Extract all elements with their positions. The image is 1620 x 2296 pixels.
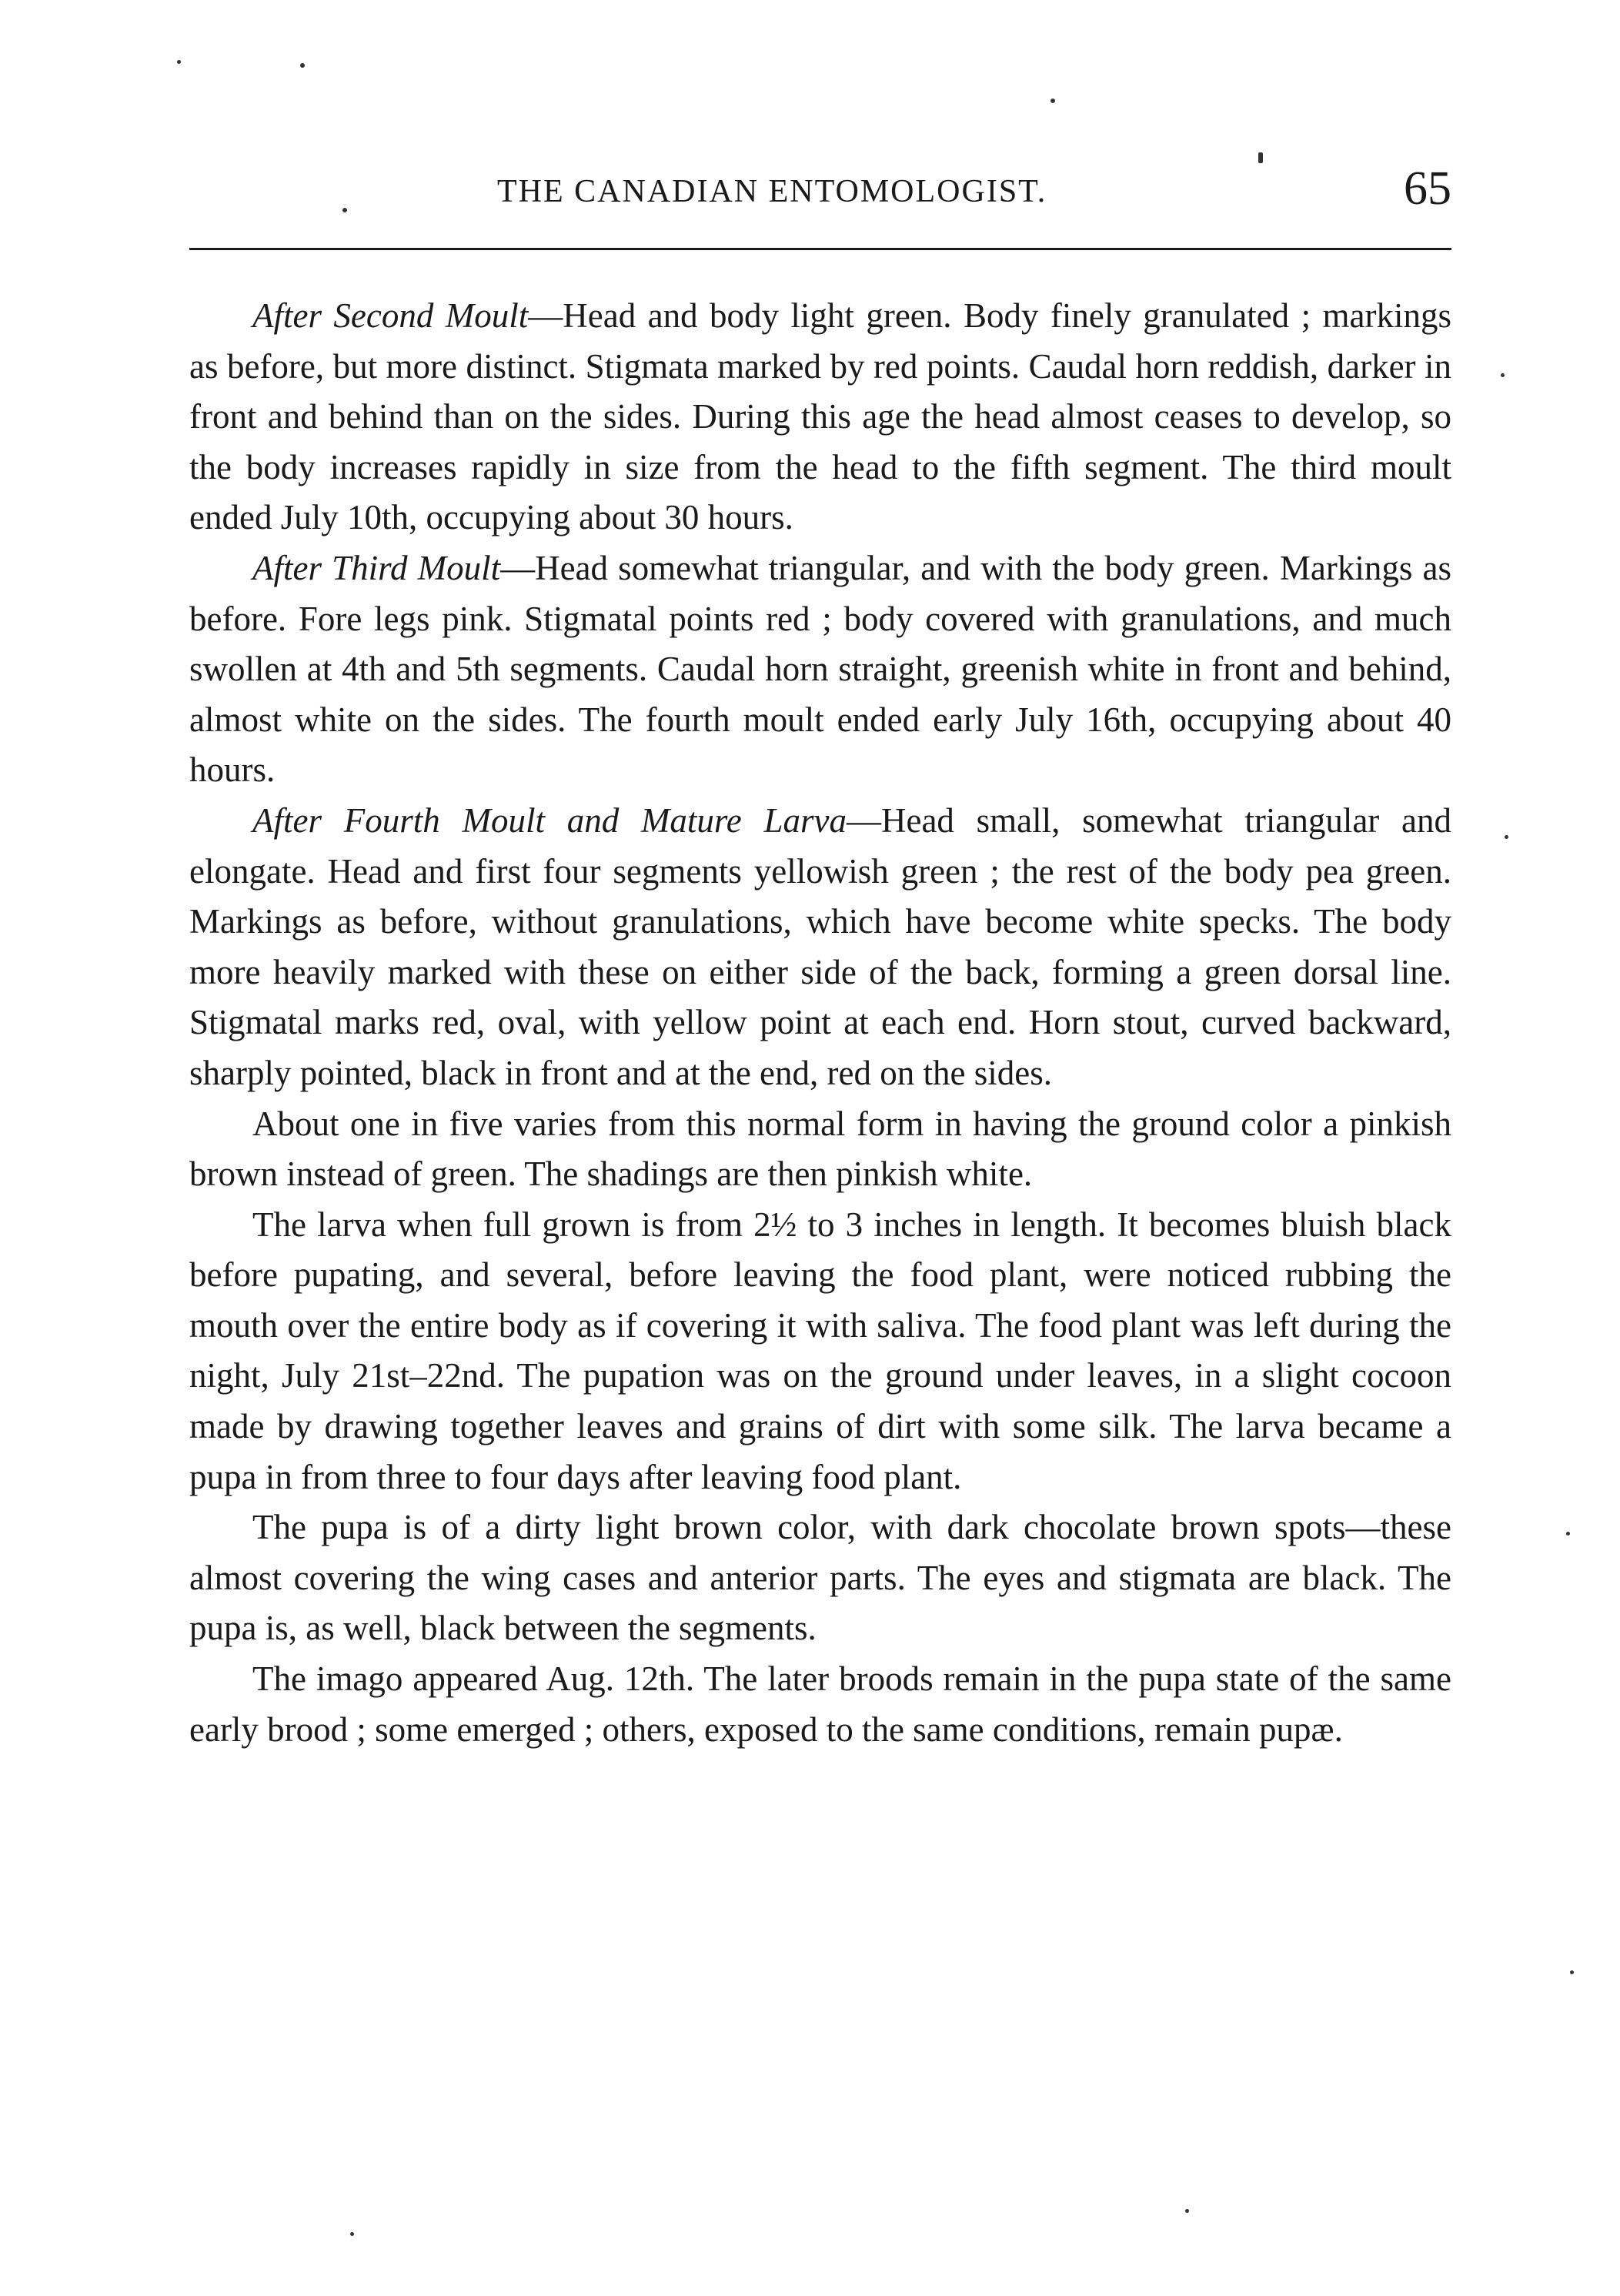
- paragraph: [189, 543, 1451, 796]
- paragraph: [189, 796, 1451, 1099]
- paragraph: [189, 1654, 1451, 1755]
- scan-speck: [1050, 99, 1055, 103]
- paragraph-text: The pupa is of a dirty light brown color, with dark chocolate brown spots—these almost covering the wing cases and anterior parts. The eyes and stigmata are black. The pupa is, as well, black between the segments.: [189, 1508, 1451, 1648]
- paragraph: [189, 291, 1451, 543]
- scan-speck: [300, 63, 305, 68]
- paragraph: [189, 1200, 1451, 1503]
- paragraph-text: The larva when full grown is from 2½ to 3 inches in length. It becomes bluish black before pupating, and several, before leaving the food plant, were noticed rubbing the mouth over the entire body as if covering it with saliva. The food plant was left during the night, July 21st–22nd. The pupation was on the ground under leaves, in a slight cocoon made by drawing together leaves and grains of dirt with some silk. The larva became a pupa in from three to four days after leaving food plant.: [189, 1205, 1451, 1496]
- page-number: 65: [1404, 162, 1451, 215]
- paragraph-text: The imago appeared Aug. 12th. The later broods remain in the pupa state of the same early brood ; some emerged ; others, exposed to the same conditions, remain pupæ.: [189, 1659, 1451, 1749]
- page-header: [189, 158, 1451, 227]
- header-rule: [189, 248, 1451, 250]
- scan-speck: [1566, 1532, 1570, 1536]
- paragraph-text: —Head somewhat triangular, and with the body green. Markings as before. Fore legs pink. Stigmatal points red ; body covered with granulations, and much swollen at 4th and 5th segments. Caudal horn straight, greenish white in front and behind, almost white on the sides. The fourth moult ended early July 16th, occupying about 40 hours.: [189, 548, 1451, 790]
- scan-speck: [1505, 835, 1508, 839]
- paragraph-text: —Head and body light green. Body finely granulated ; markings as before, but more distinct. Stigmata marked by red points. Caudal horn reddish, darker in front and behind than on the sides. During this age the head almost ceases to develop, so the body increases rapidly in size from the head to the fifth segment. The third moult ended July 10th, occupying about 30 hours.: [189, 296, 1451, 537]
- paragraph-lead: After Third Moult: [252, 548, 501, 587]
- paragraph-text: —Head small, somewhat triangular and elongate. Head and first four segments yellowish green ; the rest of the body pea green. Markings as before, without granulations, which have become white specks. The body more heavily marked with these on either side of the back, forming a green dorsal line. Stigmatal marks red, oval, with yellow point at each end. Horn stout, curved backward, sharply pointed, black in front and at the end, red on the sides.: [189, 800, 1451, 1092]
- running-title: THE CANADIAN ENTOMOLOGIST.: [497, 174, 1047, 209]
- scan-speck: [1570, 1970, 1574, 1974]
- scan-speck: [1185, 2209, 1189, 2213]
- paragraph-text: About one in five varies from this normal form in having the ground color a pinkish brown instead of green. The shadings are then pinkish white.: [189, 1104, 1451, 1194]
- paragraph-lead: After Fourth Moult and Mature Larva: [252, 800, 847, 840]
- scan-speck: [1501, 373, 1505, 377]
- scan-speck: [350, 2232, 354, 2236]
- paragraph-lead: After Second Moult: [252, 296, 529, 335]
- scan-speck: [177, 60, 181, 64]
- paragraph: [189, 1099, 1451, 1200]
- paragraph: [189, 1502, 1451, 1654]
- article-body: [189, 291, 1451, 1755]
